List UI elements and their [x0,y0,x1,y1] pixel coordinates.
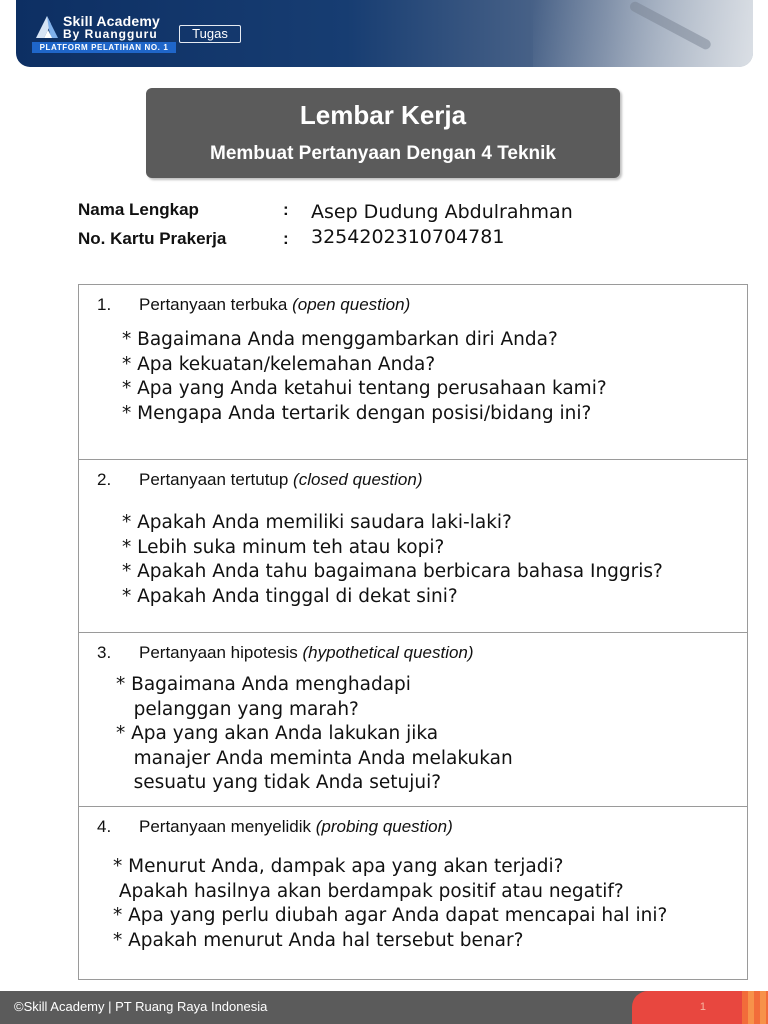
footer-stripes-decoration [742,991,768,1024]
page-number: 1 [699,1001,706,1013]
worksheet-table [78,284,748,980]
card-number-separator: : [283,229,289,248]
worksheet-title: Lembar Kerja [299,100,467,130]
section-hypothetical-question [79,633,747,807]
section-heading: Pertanyaan hipotesis (hypothetical question) [139,643,474,662]
logo-badge: PLATFORM PELATIHAN NO. 1 [32,42,176,53]
footer-copyright: ©Skill Academy | PT Ruang Raya Indonesia [14,999,268,1014]
section-answer: * Apakah Anda memiliki saudara laki-laki? * Lebih suka minum teh atau kopi? * Apakah Anda tahu bagaimana berbicara bahasa Inggris? * Apakah Anda tinggal di dekat sini? [122,512,663,607]
section-number: 1. [97,295,112,314]
footer-bar [0,991,768,1024]
name-value: Asep Dudung Abdulrahman [311,201,573,223]
name-separator: : [283,200,289,219]
section-answer: * Bagaimana Anda menggambarkan diri Anda? * Apa kekuatan/kelemahan Anda? * Apa yang Anda ketahui tentang perusahaan kami? * Mengapa Anda tertarik dengan posisi/bidang ini? [122,329,607,424]
section-heading: Pertanyaan menyelidik (probing question) [139,817,453,836]
name-label: Nama Lengkap [78,200,199,219]
card-number-label: No. Kartu Prakerja [78,229,227,248]
section-open-question [79,285,747,460]
footer-accent-decoration [632,991,742,1024]
card-number-value: 3254202310704781 [311,226,505,248]
skill-academy-logo-icon [34,14,60,40]
worksheet-title-box [146,88,620,178]
section-answer: * Bagaimana Anda menghadapi pelanggan yang marah? * Apa yang akan Anda lakukan jika manajer Anda meminta Anda melakukan sesuatu yang tidak Anda setujui? [116,674,513,793]
section-closed-question [79,460,747,633]
tugas-tag: Tugas [179,25,241,43]
section-heading: Pertanyaan tertutup (closed question) [139,470,423,489]
section-heading: Pertanyaan terbuka (open question) [139,295,411,314]
section-number: 3. [97,643,112,662]
logo-title: Skill Academy [63,13,161,29]
section-number: 2. [97,470,112,489]
worksheet-subtitle: Membuat Pertanyaan Dengan 4 Teknik [210,143,556,164]
section-probing-question [79,807,747,981]
section-number: 4. [97,817,112,836]
header-banner [16,0,753,67]
logo-subtitle: By Ruangguru [63,27,158,41]
section-answer: * Menurut Anda, dampak apa yang akan terjadi? Apakah hasilnya akan berdampak positif atau negatif? * Apa yang perlu diubah agar Anda dapat mencapai hal ini? * Apakah menurut Anda hal tersebut benar? [113,856,668,951]
